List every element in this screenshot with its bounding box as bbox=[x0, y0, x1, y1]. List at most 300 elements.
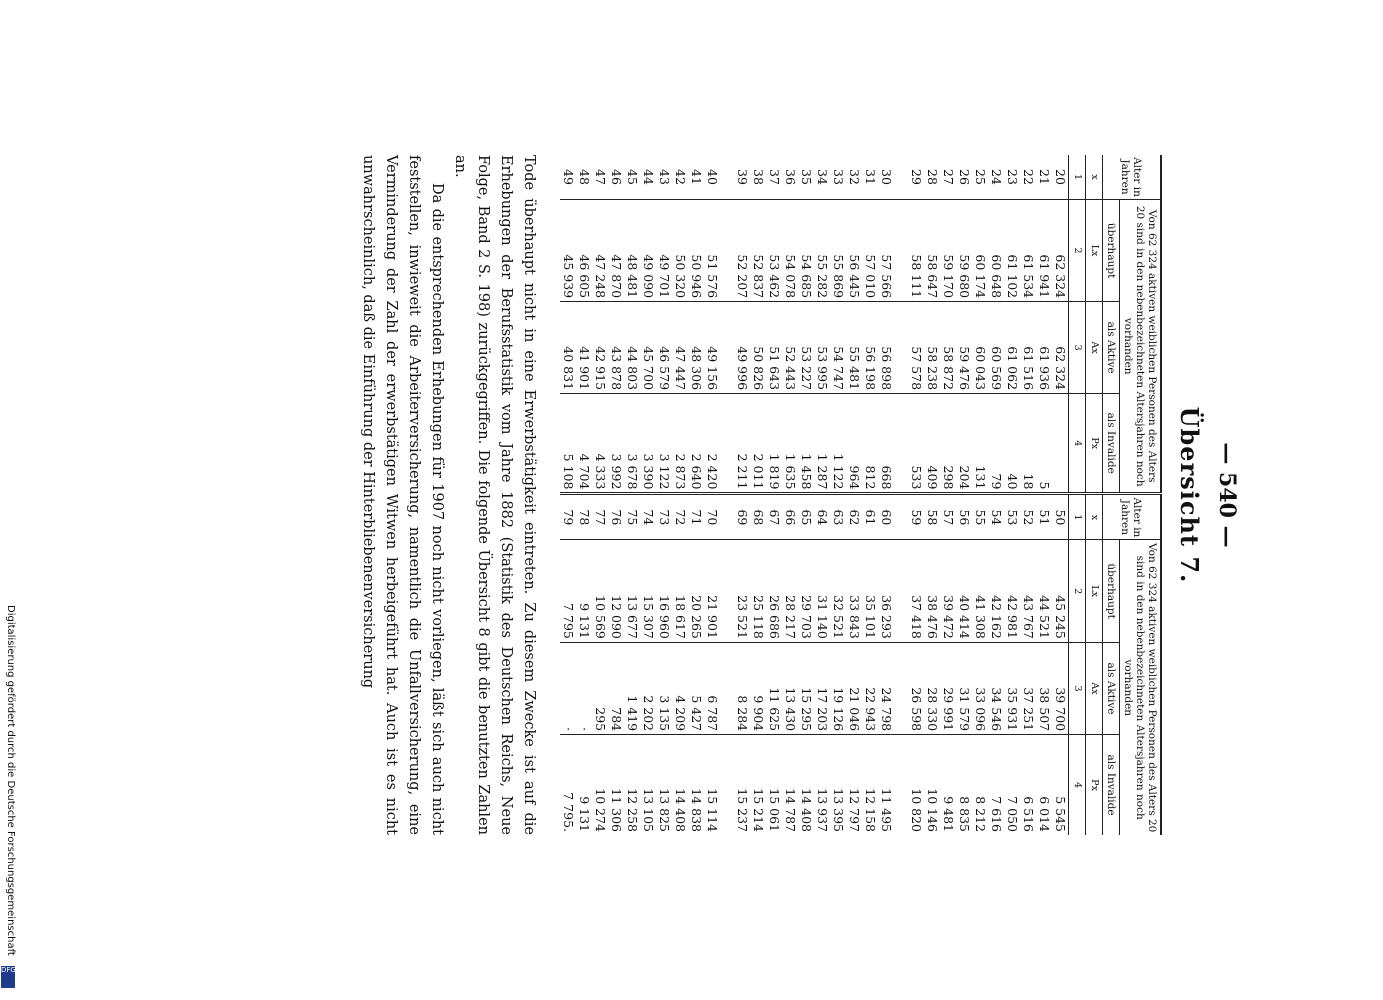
table-row bbox=[656, 155, 672, 835]
table-cell: 2 202 bbox=[640, 642, 656, 734]
table-cell: 61 936 bbox=[1036, 302, 1052, 394]
table-cell: 58 238 bbox=[924, 302, 940, 394]
table-cell: 28 217 bbox=[782, 540, 798, 642]
table-cell: 59 bbox=[908, 494, 924, 540]
gap-cell bbox=[720, 540, 734, 642]
table-row bbox=[846, 155, 862, 835]
table-cell: 3 678 bbox=[624, 394, 640, 494]
table-cell: 40 bbox=[705, 169, 720, 185]
sym-total-2: Lx bbox=[1086, 540, 1103, 642]
table-cell: 10 569 bbox=[592, 540, 608, 642]
gap-cell bbox=[894, 642, 908, 734]
table-cell: 66 bbox=[782, 494, 798, 540]
table-cell: 40 bbox=[1004, 394, 1020, 494]
table-cell: 33 bbox=[831, 169, 846, 185]
table-cell: 11 306 bbox=[608, 735, 624, 835]
table-cell: 38 507 bbox=[1036, 642, 1052, 734]
table-cell: 36 bbox=[783, 169, 798, 185]
sym-age: x bbox=[1086, 155, 1103, 200]
table-cell: 60 043 bbox=[972, 302, 988, 394]
header-age: Alter in Jahren bbox=[1103, 155, 1162, 200]
table-cell: 25 bbox=[973, 169, 988, 185]
table-cell: 5 108 bbox=[560, 394, 576, 494]
table-row bbox=[908, 155, 924, 835]
table-cell: 5 427 bbox=[688, 642, 704, 734]
table-row bbox=[940, 155, 956, 835]
table-cell bbox=[1052, 394, 1069, 494]
table-row bbox=[750, 155, 766, 835]
table-cell: 39 472 bbox=[940, 540, 956, 642]
header-age-2: Alter in Jahren bbox=[1103, 494, 1162, 540]
table-cell: 2 640 bbox=[688, 394, 704, 494]
table-cell: 74 bbox=[640, 494, 656, 540]
table-cell: 32 521 bbox=[830, 540, 846, 642]
sym-active: Ax bbox=[1086, 302, 1103, 394]
table-cell: 21 bbox=[1037, 169, 1052, 185]
sym-total: Lx bbox=[1086, 200, 1103, 302]
sym-invalid-2: Px bbox=[1086, 735, 1103, 835]
header-span: Von 62 324 aktiven weiblichen Personen des Alters 20 sind in den nebenbezeichneten Altersjahren noch vorhanden bbox=[1120, 200, 1162, 494]
table-cell: 52 bbox=[1020, 494, 1036, 540]
table-cell: 43 767 bbox=[1020, 540, 1036, 642]
table-row bbox=[782, 155, 798, 835]
table-cell: 14 787 bbox=[782, 735, 798, 835]
table-cell: 18 617 bbox=[672, 540, 688, 642]
sym-age-2: x bbox=[1086, 494, 1103, 540]
table-cell: 57 bbox=[940, 494, 956, 540]
table-cell: 3 390 bbox=[640, 394, 656, 494]
table-cell: 15 237 bbox=[734, 735, 750, 835]
table-cell: 29 991 bbox=[940, 642, 956, 734]
table-cell: 33 843 bbox=[846, 540, 862, 642]
footer-text: Digitalisierung gefördert durch die Deutsche Forschungsgemeinschaft bbox=[5, 605, 16, 956]
table-cell: 4 704 bbox=[576, 394, 592, 494]
header-invalid: als Invalide bbox=[1103, 394, 1120, 494]
mortality-table bbox=[560, 155, 1162, 835]
table-cell: 56 445 bbox=[846, 200, 862, 302]
table-cell: 23 bbox=[1005, 169, 1020, 185]
table-cell: 15 295 bbox=[798, 642, 814, 734]
table-cell: 22 bbox=[1021, 169, 1036, 185]
table-cell: 53 462 bbox=[766, 200, 782, 302]
table-cell: 23 521 bbox=[734, 540, 750, 642]
table-cell: 7 795. bbox=[560, 735, 576, 835]
gap-cell bbox=[894, 540, 908, 642]
table-cell: 56 898 bbox=[878, 302, 894, 394]
table-cell: 5 bbox=[1036, 394, 1052, 494]
table-cell: 53 995 bbox=[814, 302, 830, 394]
table-cell: 41 bbox=[689, 169, 704, 185]
table-cell: 15 307 bbox=[640, 540, 656, 642]
table-cell: 37 251 bbox=[1020, 642, 1036, 734]
table-cell: 55 282 bbox=[814, 200, 830, 302]
table-cell: 49 996 bbox=[734, 302, 750, 394]
table-cell: 56 bbox=[956, 494, 972, 540]
table-cell: 30 bbox=[879, 169, 894, 185]
table-cell: 61 534 bbox=[1020, 200, 1036, 302]
table-cell: 49 156 bbox=[704, 302, 720, 394]
gap-cell bbox=[894, 155, 908, 200]
table-cell: 812 bbox=[862, 394, 878, 494]
table-row bbox=[1020, 155, 1036, 835]
table-cell: 20 bbox=[1053, 169, 1068, 185]
table-row bbox=[972, 155, 988, 835]
table-cell: 73 bbox=[656, 494, 672, 540]
gap-cell bbox=[894, 200, 908, 302]
table-cell: 46 605 bbox=[576, 200, 592, 302]
table-cell: 58 bbox=[924, 494, 940, 540]
colnum-2-b: 2 bbox=[1069, 540, 1086, 642]
table-cell: 27 bbox=[941, 169, 956, 185]
table-cell: 31 140 bbox=[814, 540, 830, 642]
table-cell: 25 118 bbox=[750, 540, 766, 642]
table-cell: 40 414 bbox=[956, 540, 972, 642]
sym-active-2: Ax bbox=[1086, 642, 1103, 734]
table-row bbox=[608, 155, 624, 835]
colnum-4-b: 4 bbox=[1069, 735, 1086, 835]
gap-cell bbox=[894, 302, 908, 394]
table-cell: 12 090 bbox=[608, 540, 624, 642]
table-cell: 54 078 bbox=[782, 200, 798, 302]
table-cell: 62 324 bbox=[1052, 302, 1069, 394]
header-total-2: überhaupt bbox=[1103, 540, 1120, 642]
table-cell: 31 bbox=[863, 169, 878, 185]
table-cell: 59 170 bbox=[940, 200, 956, 302]
table-cell: · bbox=[576, 642, 592, 734]
table-cell: 67 bbox=[766, 494, 782, 540]
page-number: — 540 — bbox=[1214, 442, 1240, 548]
table-cell: 13 430 bbox=[782, 642, 798, 734]
table-cell: 41 901 bbox=[576, 302, 592, 394]
table-cell: 39 bbox=[735, 169, 750, 185]
table-cell: 13 825 bbox=[656, 735, 672, 835]
header-total: überhaupt bbox=[1103, 200, 1120, 302]
table-row bbox=[956, 155, 972, 835]
table-cell: 4 209 bbox=[672, 642, 688, 734]
table-cell: 4 333 bbox=[592, 394, 608, 494]
table-cell: 42 bbox=[673, 169, 688, 185]
table-cell: 9 131 bbox=[576, 540, 592, 642]
table-cell: 26 686 bbox=[766, 540, 782, 642]
table-cell: 26 bbox=[957, 169, 972, 185]
table-cell: 47 bbox=[593, 169, 608, 185]
table-cell: 40 831 bbox=[560, 302, 576, 394]
table-cell: 51 bbox=[1036, 494, 1052, 540]
table-cell: 7 616 bbox=[988, 735, 1004, 835]
table-cell: 298 bbox=[940, 394, 956, 494]
table-cell: 35 101 bbox=[862, 540, 878, 642]
table-cell: 16 960 bbox=[656, 540, 672, 642]
table-cell: 61 062 bbox=[1004, 302, 1020, 394]
footer-note bbox=[2, 605, 16, 995]
header-active-2: als Aktive bbox=[1103, 642, 1120, 734]
table-cell: 58 647 bbox=[924, 200, 940, 302]
table-cell: 15 114 bbox=[704, 735, 720, 835]
table-cell: 1 819 bbox=[766, 394, 782, 494]
table-cell: 45 700 bbox=[640, 302, 656, 394]
table-cell: 53 bbox=[1004, 494, 1020, 540]
table-cell: 533 bbox=[908, 394, 924, 494]
table-cell: 19 126 bbox=[830, 642, 846, 734]
table-cell: 7 050 bbox=[1004, 735, 1020, 835]
table-row bbox=[1052, 155, 1069, 835]
table-cell: 69 bbox=[734, 494, 750, 540]
table-cell: 52 443 bbox=[782, 302, 798, 394]
table-cell: 52 837 bbox=[750, 200, 766, 302]
table-cell: 53 227 bbox=[798, 302, 814, 394]
table-cell: 50 bbox=[1052, 494, 1069, 540]
table-cell: 54 685 bbox=[798, 200, 814, 302]
table-cell: 55 bbox=[972, 494, 988, 540]
table-cell: 11 495 bbox=[878, 735, 894, 835]
table-cell: 57 566 bbox=[878, 200, 894, 302]
table-cell: 11 625 bbox=[766, 642, 782, 734]
table-cell: 44 bbox=[641, 169, 656, 185]
table-row bbox=[1036, 155, 1052, 835]
table-cell: 6 787 bbox=[704, 642, 720, 734]
table-row bbox=[672, 155, 688, 835]
table-cell: 20 265 bbox=[688, 540, 704, 642]
table-cell: 61 941 bbox=[1036, 200, 1052, 302]
table-cell: 24 798 bbox=[878, 642, 894, 734]
table-row bbox=[734, 155, 750, 835]
colnum-1-b: 1 bbox=[1069, 494, 1086, 540]
table-row bbox=[878, 155, 894, 835]
table-cell: 8 284 bbox=[734, 642, 750, 734]
table-cell: 17 203 bbox=[814, 642, 830, 734]
table-cell: 59 680 bbox=[956, 200, 972, 302]
gap-cell bbox=[720, 200, 734, 302]
table-cell: 26 598 bbox=[908, 642, 924, 734]
table-cell: 2 011 bbox=[750, 394, 766, 494]
table-cell: 13 677 bbox=[624, 540, 640, 642]
table-cell: 9 904 bbox=[750, 642, 766, 734]
table-cell: 6 014 bbox=[1036, 735, 1052, 835]
gap-cell bbox=[894, 735, 908, 835]
table-cell: 2 211 bbox=[734, 394, 750, 494]
table-cell: 58 872 bbox=[940, 302, 956, 394]
table-cell: 49 bbox=[561, 169, 576, 185]
table-cell: 6 516 bbox=[1020, 735, 1036, 835]
table-cell: 76 bbox=[608, 494, 624, 540]
table-title: Übersicht 7. bbox=[1175, 406, 1204, 584]
table-cell: 47 248 bbox=[592, 200, 608, 302]
table-row bbox=[862, 155, 878, 835]
table-cell: 42 915 bbox=[592, 302, 608, 394]
gap-cell bbox=[894, 494, 908, 540]
table-cell: 60 174 bbox=[972, 200, 988, 302]
table-cell: 36 293 bbox=[878, 540, 894, 642]
dfg-logo bbox=[1, 966, 15, 988]
table-cell: 52 207 bbox=[734, 200, 750, 302]
table-row bbox=[560, 155, 576, 835]
table-cell: 48 bbox=[577, 169, 592, 185]
table-cell: 21 046 bbox=[846, 642, 862, 734]
table-cell: 1 287 bbox=[814, 394, 830, 494]
table-cell: 13 105 bbox=[640, 735, 656, 835]
table-cell: 37 418 bbox=[908, 540, 924, 642]
table-cell: 18 bbox=[1020, 394, 1036, 494]
table-cell: 62 bbox=[846, 494, 862, 540]
table-cell: 48 306 bbox=[688, 302, 704, 394]
table-cell: 46 bbox=[609, 169, 624, 185]
table-cell: 9 131 bbox=[576, 735, 592, 835]
colnum-1: 1 bbox=[1069, 155, 1086, 200]
table-cell: 60 648 bbox=[988, 200, 1004, 302]
table-cell: 46 579 bbox=[656, 302, 672, 394]
table-cell: 34 bbox=[815, 169, 830, 185]
table-cell: 14 408 bbox=[672, 735, 688, 835]
table-cell: 51 576 bbox=[704, 200, 720, 302]
table-cell: 2 873 bbox=[672, 394, 688, 494]
table-cell: 14 408 bbox=[798, 735, 814, 835]
table-cell: 54 bbox=[988, 494, 1004, 540]
table-cell: 43 878 bbox=[608, 302, 624, 394]
table-cell: 9 481 bbox=[940, 735, 956, 835]
table-cell: 60 bbox=[878, 494, 894, 540]
table-cell: 50 826 bbox=[750, 302, 766, 394]
table-cell: 79 bbox=[988, 394, 1004, 494]
header-invalid-2: als Invalide bbox=[1103, 735, 1120, 835]
table-cell: 65 bbox=[798, 494, 814, 540]
table-row bbox=[798, 155, 814, 835]
table-row bbox=[1004, 155, 1020, 835]
table-cell: 33 096 bbox=[972, 642, 988, 734]
table-cell: 78 bbox=[576, 494, 592, 540]
table-cell: 409 bbox=[924, 394, 940, 494]
table-cell: 71 bbox=[688, 494, 704, 540]
table-cell: 57 010 bbox=[862, 200, 878, 302]
table-cell: 72 bbox=[672, 494, 688, 540]
table-cell: 12 158 bbox=[862, 735, 878, 835]
table-row bbox=[924, 155, 940, 835]
colnum-3-b: 3 bbox=[1069, 642, 1086, 734]
table-cell: 1 458 bbox=[798, 394, 814, 494]
table-cell: · bbox=[560, 642, 576, 734]
table-cell: 204 bbox=[956, 394, 972, 494]
gap-cell bbox=[720, 302, 734, 394]
table-cell: 13 395 bbox=[830, 735, 846, 835]
dfg-logo-text: DFG bbox=[1, 966, 16, 974]
table-cell: 60 569 bbox=[988, 302, 1004, 394]
gap-cell bbox=[894, 394, 908, 494]
table-cell: 38 476 bbox=[924, 540, 940, 642]
table-cell: 59 476 bbox=[956, 302, 972, 394]
table-cell: 42 162 bbox=[988, 540, 1004, 642]
table-cell: 29 703 bbox=[798, 540, 814, 642]
table-cell: 39 700 bbox=[1052, 642, 1069, 734]
table-row bbox=[592, 155, 608, 835]
table-cell: 35 bbox=[799, 169, 814, 185]
table-cell: 43 bbox=[657, 169, 672, 185]
table-cell: 1 635 bbox=[782, 394, 798, 494]
table-cell: 28 330 bbox=[924, 642, 940, 734]
table-cell: 56 198 bbox=[862, 302, 878, 394]
table-cell: 62 324 bbox=[1052, 200, 1069, 302]
table-cell: 295 bbox=[592, 642, 608, 734]
table-cell: 8 835 bbox=[956, 735, 972, 835]
table-cell: 13 937 bbox=[814, 735, 830, 835]
table-cell: 50 946 bbox=[688, 200, 704, 302]
table-cell: 29 bbox=[909, 169, 924, 185]
table-row bbox=[576, 155, 592, 835]
rotated-page bbox=[125, 155, 1240, 835]
table-cell: 54 747 bbox=[830, 302, 846, 394]
table-row bbox=[624, 155, 640, 835]
table-cell: 45 245 bbox=[1052, 540, 1069, 642]
table-cell: 12 797 bbox=[846, 735, 862, 835]
table-cell: 34 546 bbox=[988, 642, 1004, 734]
table-cell: 10 820 bbox=[908, 735, 924, 835]
table-row bbox=[766, 155, 782, 835]
table-cell: 61 102 bbox=[1004, 200, 1020, 302]
table-cell: 37 bbox=[767, 169, 782, 185]
table-cell: 22 943 bbox=[862, 642, 878, 734]
table-cell: 2 420 bbox=[704, 394, 720, 494]
table-cell: 47 870 bbox=[608, 200, 624, 302]
header-span-2: Von 62 324 aktiven weiblichen Personen des Alters 20 sind in den nebenbezeichneten Altersjahren noch vorhanden bbox=[1120, 540, 1162, 835]
table-cell: 49 090 bbox=[640, 200, 656, 302]
group-gap bbox=[720, 155, 734, 835]
table-cell: 15 061 bbox=[766, 735, 782, 835]
table-cell: 63 bbox=[830, 494, 846, 540]
table-cell: 3 992 bbox=[608, 394, 624, 494]
table-row bbox=[704, 155, 720, 835]
table-cell: 24 bbox=[989, 169, 1004, 185]
paragraph-2: Da die entsprechenden Erhebungen für 1907 noch nicht vorliegen, läßt sich auch nicht feststellen, inwieweit die Arbeiterversicherung, namentlich die Unfallversicherung, eine Verminderung der Zahl der erwerbstätigen Witwen herbeigeführt hat. Auch ist es nicht unwahrscheinlich, daß die Einführung der Hinterbliebenenversicherung bbox=[360, 155, 445, 835]
table-row bbox=[640, 155, 656, 835]
table-cell: 1 122 bbox=[830, 394, 846, 494]
paragraph-1: Tode überhaupt nicht in eine Erwerbstätigkeit eintreten. Zu diesem Zwecke ist auf die Erhebungen der Berufsstatistik vom Jahre 1882 (Statistik des Deutschen Reichs, Neue Folge, Band 2 S. 198) zurückgegriffen. Die folgende Übersicht 8 gibt die benutzten Zahlen an. bbox=[452, 155, 537, 835]
table-cell: 70 bbox=[704, 494, 720, 540]
table-cell: 31 579 bbox=[956, 642, 972, 734]
table-cell: 1 419 bbox=[624, 642, 640, 734]
gap-cell bbox=[720, 494, 734, 540]
table-cell: 41 308 bbox=[972, 540, 988, 642]
table-cell: 668 bbox=[878, 394, 894, 494]
table-cell: 7 795 bbox=[560, 540, 576, 642]
table-cell: 14 838 bbox=[688, 735, 704, 835]
table-row bbox=[688, 155, 704, 835]
table-cell: 131 bbox=[972, 394, 988, 494]
gap-cell bbox=[720, 394, 734, 494]
table-cell: 47 447 bbox=[672, 302, 688, 394]
colnum-4: 4 bbox=[1069, 394, 1086, 494]
table-cell: 35 931 bbox=[1004, 642, 1020, 734]
table-cell: 50 320 bbox=[672, 200, 688, 302]
table-cell: 3 122 bbox=[656, 394, 672, 494]
table-cell: 45 939 bbox=[560, 200, 576, 302]
body-text bbox=[356, 155, 540, 835]
table-cell: 44 803 bbox=[624, 302, 640, 394]
table-cell: 5 545 bbox=[1052, 735, 1069, 835]
gap-cell bbox=[720, 155, 734, 200]
table-cell: 49 701 bbox=[656, 200, 672, 302]
colnum-2: 2 bbox=[1069, 200, 1086, 302]
table-cell: 51 643 bbox=[766, 302, 782, 394]
table-cell: 61 bbox=[862, 494, 878, 540]
table-row bbox=[814, 155, 830, 835]
table-cell: 57 578 bbox=[908, 302, 924, 394]
table-cell: 32 bbox=[847, 169, 862, 185]
table-row bbox=[988, 155, 1004, 835]
table-cell: 28 bbox=[925, 169, 940, 185]
group-gap bbox=[894, 155, 908, 835]
table-cell: 15 214 bbox=[750, 735, 766, 835]
table-cell: 58 111 bbox=[908, 200, 924, 302]
table-cell: 44 521 bbox=[1036, 540, 1052, 642]
table-row bbox=[830, 155, 846, 835]
